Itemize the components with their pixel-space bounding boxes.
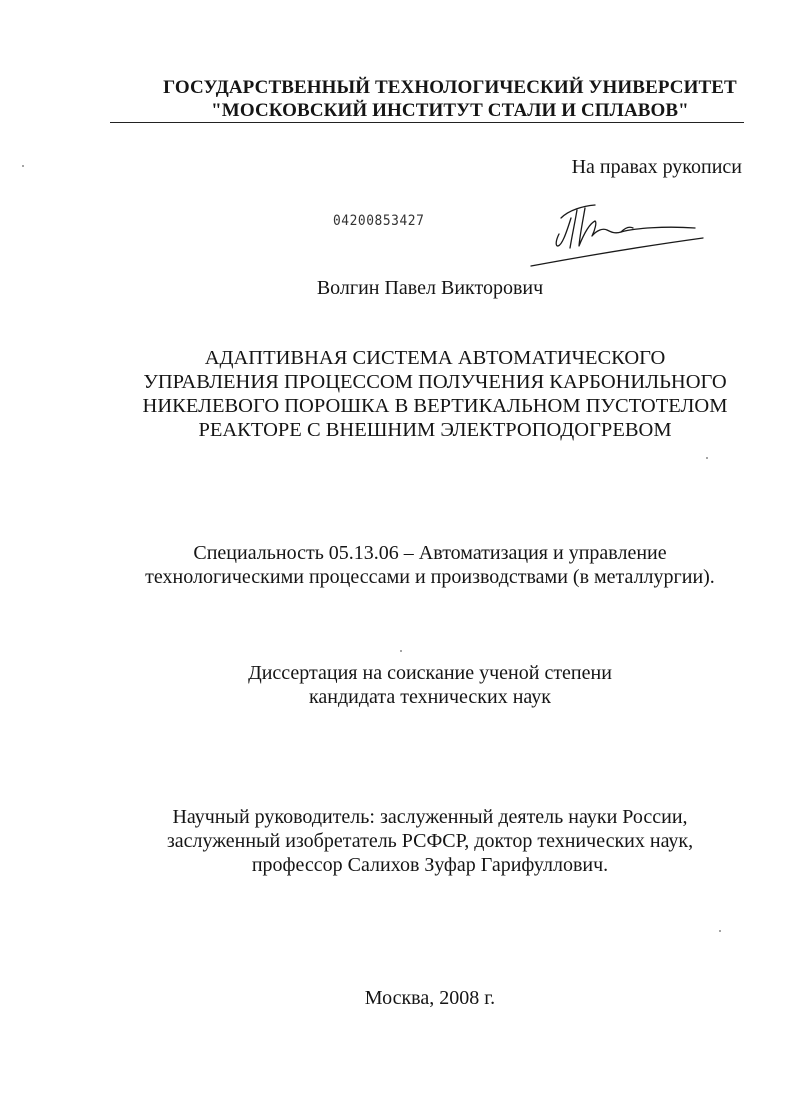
dissertation-title xyxy=(90,346,780,442)
title-line: РЕАКТОРЕ С ВНЕШНИМ ЭЛЕКТРОПОДОГРЕВОМ xyxy=(198,419,672,441)
title-line: УПРАВЛЕНИЯ ПРОЦЕССОМ ПОЛУЧЕНИЯ КАРБОНИЛЬНОГО xyxy=(143,371,727,393)
advisor-line: Научный руководитель: заслуженный деятель науки России, xyxy=(172,806,688,828)
university-header xyxy=(100,76,794,122)
institute-name: "МОСКОВСКИЙ ИНСТИТУТ СТАЛИ И СПЛАВОВ" xyxy=(211,100,689,121)
specialty-line: технологическими процессами и производствами (в металлургии). xyxy=(145,566,715,588)
degree-line: Диссертация на соискание ученой степени xyxy=(248,662,612,684)
scan-speck xyxy=(22,165,24,167)
university-name: ГОСУДАРСТВЕННЫЙ ТЕХНОЛОГИЧЕСКИЙ УНИВЕРСИТЕТ xyxy=(163,77,737,98)
header-divider xyxy=(110,122,744,123)
manuscript-rights-note: На правах рукописи xyxy=(571,156,742,178)
degree-statement xyxy=(80,661,780,709)
scan-speck xyxy=(706,457,708,459)
signature-icon xyxy=(525,188,715,270)
scan-speck xyxy=(719,930,721,932)
archive-number: 04200853427 xyxy=(333,213,425,229)
title-line: НИКЕЛЕВОГО ПОРОШКА В ВЕРТИКАЛЬНОМ ПУСТОТЕЛОМ xyxy=(142,395,728,417)
scan-speck xyxy=(400,650,402,652)
title-line: АДАПТИВНАЯ СИСТЕМА АВТОМАТИЧЕСКОГО xyxy=(204,347,666,369)
scientific-advisor xyxy=(80,805,780,877)
author-name: Волгин Павел Викторович xyxy=(316,277,544,299)
specialty-line: Специальность 05.13.06 – Автоматизация и управление xyxy=(193,542,667,564)
advisor-line: профессор Салихов Зуфар Гарифуллович. xyxy=(251,854,609,876)
city-year: Москва, 2008 г. xyxy=(364,987,496,1009)
degree-line: кандидата технических наук xyxy=(308,686,552,708)
advisor-line: заслуженный изобретатель РСФСР, доктор технических наук, xyxy=(166,830,694,852)
specialty xyxy=(80,541,780,589)
